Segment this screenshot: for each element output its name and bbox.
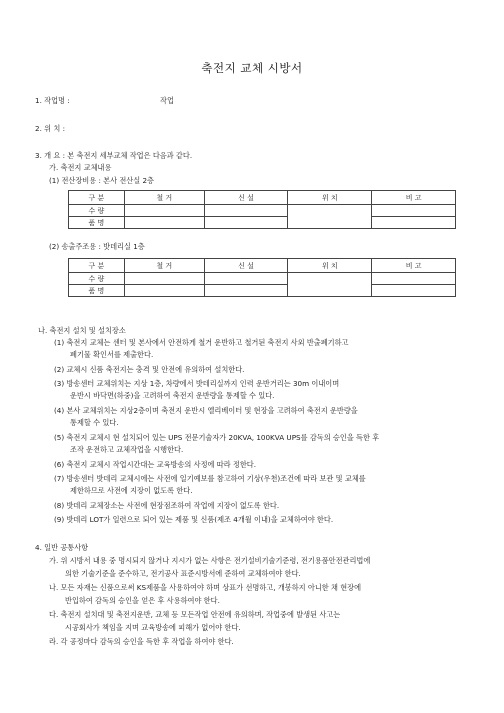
table-cell <box>204 273 288 285</box>
list-item: (4) 본사 교체위치는 지상2층이며 축전지 운반시 엘리베이터 및 현장을 고려하여 축전지 운반량을 <box>54 406 358 415</box>
list-item-continuation: 반입하여 감독의 승인을 얻은 후 사용하여야 한다. <box>65 596 220 605</box>
list-item-continuation: 의한 기술기준을 준수하고, 전기공사 표준시방서에 준하여 교체하여야 한다. <box>65 569 301 578</box>
table-broadcast <box>68 258 456 297</box>
table1-caption: (1) 전산장비용 : 본사 전산실 2층 <box>49 176 154 185</box>
table2-header-new: 신 설 <box>204 259 288 273</box>
table1-header-remarks: 비 고 <box>372 191 456 205</box>
table-cell <box>372 205 456 217</box>
table1-row-product: 품 명 <box>69 217 125 229</box>
table-cell <box>124 205 204 217</box>
table-cell <box>204 217 288 229</box>
overview-line: 3. 개 요 : 본 축전지 세부교체 작업은 다음과 같다. <box>35 151 193 160</box>
table2-row-product: 품 명 <box>69 285 125 297</box>
list-item: (1) 축전지 교체는 센터 및 본사에서 안전하게 철거 운반하고 철거된 축전지 사외 반출폐기하고 <box>54 338 349 347</box>
list-item: (3) 방송센터 교체위치는 지상 1층, 차량에서 밧데리실까지 인력 운반거리는 30m 이내이며 <box>54 379 340 388</box>
list-item: 다. 축전지 설치대 및 축전지운반, 교체 등 모든작업 안전에 유의하며, 작업중에 발생된 사고는 <box>49 610 341 619</box>
table-cell <box>288 205 372 229</box>
document-title: 축전지 교체 시방서 <box>201 61 303 75</box>
list-item-continuation: 운반시 바닥면(하중)을 고려하여 축전지 운반량을 통제할 수 있다. <box>70 391 275 400</box>
work-name-label: 1. 작업명 : <box>35 96 70 105</box>
table1-row-quantity: 수 량 <box>69 205 125 217</box>
list-item: (2) 교체시 신품 축전지는 충격 및 안전에 유의하여 설치한다. <box>54 365 245 374</box>
table2-header-remarks: 비 고 <box>372 259 456 273</box>
table1-header-category: 구 분 <box>69 191 125 205</box>
table-datacenter <box>68 190 456 229</box>
table-cell <box>288 273 372 297</box>
list-item: (8) 밧데리 교체장소는 사전에 현장점조하여 작업에 지장이 없도록 한다. <box>54 501 280 510</box>
table1-header-new: 신 설 <box>204 191 288 205</box>
list-item-continuation: 폐기물 확인서를 제출한다. <box>70 350 154 359</box>
list-item: 나. 모든 자재는 신품으로써 KS제품을 사용하여야 하며 상표가 선명하고, 개봉하지 아니한 채 현장에 <box>49 583 362 592</box>
table2-caption: (2) 송출주조용 : 밧데리실 1층 <box>49 242 145 251</box>
table-cell <box>204 205 288 217</box>
table2-header-location: 위 치 <box>288 259 372 273</box>
table2-header-removal: 철 거 <box>124 259 204 273</box>
table1-header-location: 위 치 <box>288 191 372 205</box>
work-name-value: 작업 <box>160 96 174 105</box>
list-item: 가. 위 시방서 내용 중 명시되지 않거나 지시가 없는 사항은 전기설비기술기준령, 전기용품안전관리법에 <box>49 556 371 565</box>
list-item: (9) 밧데리 LOT가 일련으로 되어 있는 제품 및 신품(제조 4개월 이내)을 교체하여야 한다. <box>54 515 334 524</box>
table-cell <box>372 217 456 229</box>
table-cell <box>124 285 204 297</box>
list-item: (6) 축전지 교체시 작업시간대는 교육방송의 사정에 따라 정한다. <box>54 460 257 469</box>
list-item-continuation: 통제할 수 있다. <box>70 418 119 427</box>
list-item-continuation: 제한하므로 사전에 지장이 없도록 한다. <box>70 486 193 495</box>
location-label: 2. 위 치 : <box>35 124 66 133</box>
table2-row-quantity: 수 량 <box>69 273 125 285</box>
table-cell <box>124 273 204 285</box>
table2-header-category: 구 분 <box>69 259 125 273</box>
table-cell <box>372 273 456 285</box>
list-item-continuation: 조작 운전하고 교체작업을 시행한다. <box>70 445 184 454</box>
list-item: (7) 방송센터 밧데리 교체시에는 사전에 일기예보를 참고하여 기상(우천)조건에 따라 보관 및 교체를 <box>54 474 366 483</box>
table1-header-removal: 철 거 <box>124 191 204 205</box>
table-cell <box>204 285 288 297</box>
table-cell <box>124 217 204 229</box>
table-cell <box>372 285 456 297</box>
section-4-heading: 4. 일반 공통사항 <box>35 543 89 552</box>
section-na-heading: 나. 축전지 설치 및 설치장소 <box>38 326 126 335</box>
list-item: 라. 각 공정마다 감독의 승인을 득한 후 작업을 하여야 한다. <box>49 637 234 646</box>
list-item: (5) 축전지 교체시 현 설치되어 있는 UPS 전문기술자가 20KVA, 100KVA UPS를 감독의 승인을 득한 후 <box>54 433 380 442</box>
list-item-continuation: 시공회사가 책임을 지며 교육방송에 피해가 없어야 한다. <box>65 623 241 632</box>
overview-subheading: 가. 축전지 교체내용 <box>49 163 112 172</box>
